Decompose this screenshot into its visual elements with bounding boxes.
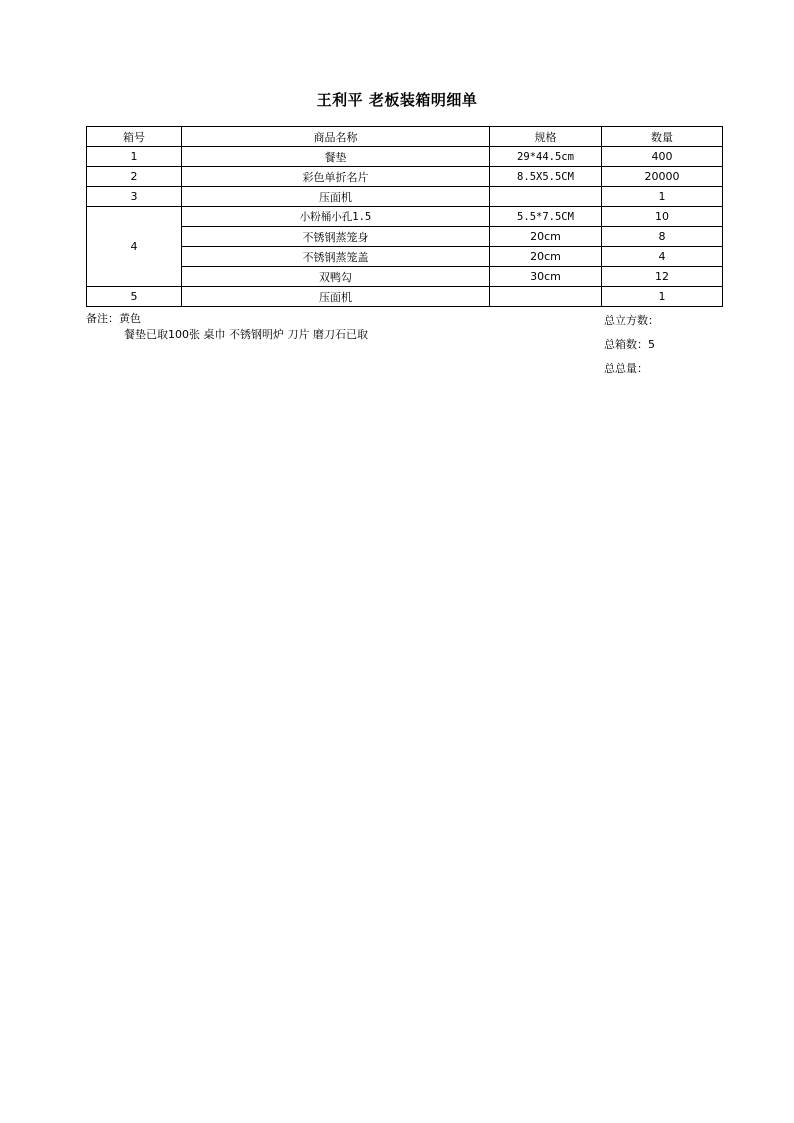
product-name-cell: 压面机 [182,287,490,307]
remarks-block [86,311,368,343]
totals-block [604,309,659,381]
quantity-cell: 12 [602,267,723,287]
spec-cell [490,187,602,207]
total-boxes: 总箱数：5 [604,338,655,351]
table-row [87,187,723,207]
table-row [87,227,723,247]
product-name-cell: 餐垫 [182,147,490,167]
product-name-cell: 压面机 [182,187,490,207]
table-header-row [87,127,723,147]
spec-cell: 29*44.5cm [490,147,602,167]
header-box-no: 箱号 [87,127,182,147]
box-no-cell: 3 [87,187,182,207]
page-title: 王利平 老板装箱明细单 [316,91,478,109]
product-name-cell: 不锈钢蒸笼身 [182,227,490,247]
packing-list-table [86,126,723,307]
quantity-cell: 20000 [602,167,723,187]
remarks-line: 备注：黄色 [86,312,141,325]
spec-cell: 20cm [490,247,602,267]
table-row [87,247,723,267]
table-row [87,207,723,227]
spec-cell: 5.5*7.5CM [490,207,602,227]
quantity-cell: 8 [602,227,723,247]
product-name-cell: 不锈钢蒸笼盖 [182,247,490,267]
box-no-cell: 2 [87,167,182,187]
header-spec: 规格 [490,127,602,147]
total-weight: 总总量： [604,362,648,375]
table-row [87,147,723,167]
product-name-cell: 彩色单折名片 [182,167,490,187]
spec-cell: 8.5X5.5CM [490,167,602,187]
box-no-cell: 1 [87,147,182,167]
header-quantity: 数量 [602,127,723,147]
quantity-cell: 1 [602,187,723,207]
box-no-cell: 5 [87,287,182,307]
spec-cell: 20cm [490,227,602,247]
remarks-note: 餐垫已取100张 桌巾 不锈钢明炉 刀片 磨刀石已取 [124,328,368,341]
quantity-cell: 1 [602,287,723,307]
quantity-cell: 400 [602,147,723,167]
box-no-cell: 4 [87,207,182,287]
total-volume: 总立方数： [604,314,659,327]
table-row [87,287,723,307]
product-name-cell: 双鸭勾 [182,267,490,287]
product-name-cell: 小粉桶小孔1.5 [182,207,490,227]
quantity-cell: 10 [602,207,723,227]
quantity-cell: 4 [602,247,723,267]
table-row [87,267,723,287]
header-product-name: 商品名称 [182,127,490,147]
spec-cell: 30cm [490,267,602,287]
table-row [87,167,723,187]
spec-cell [490,287,602,307]
